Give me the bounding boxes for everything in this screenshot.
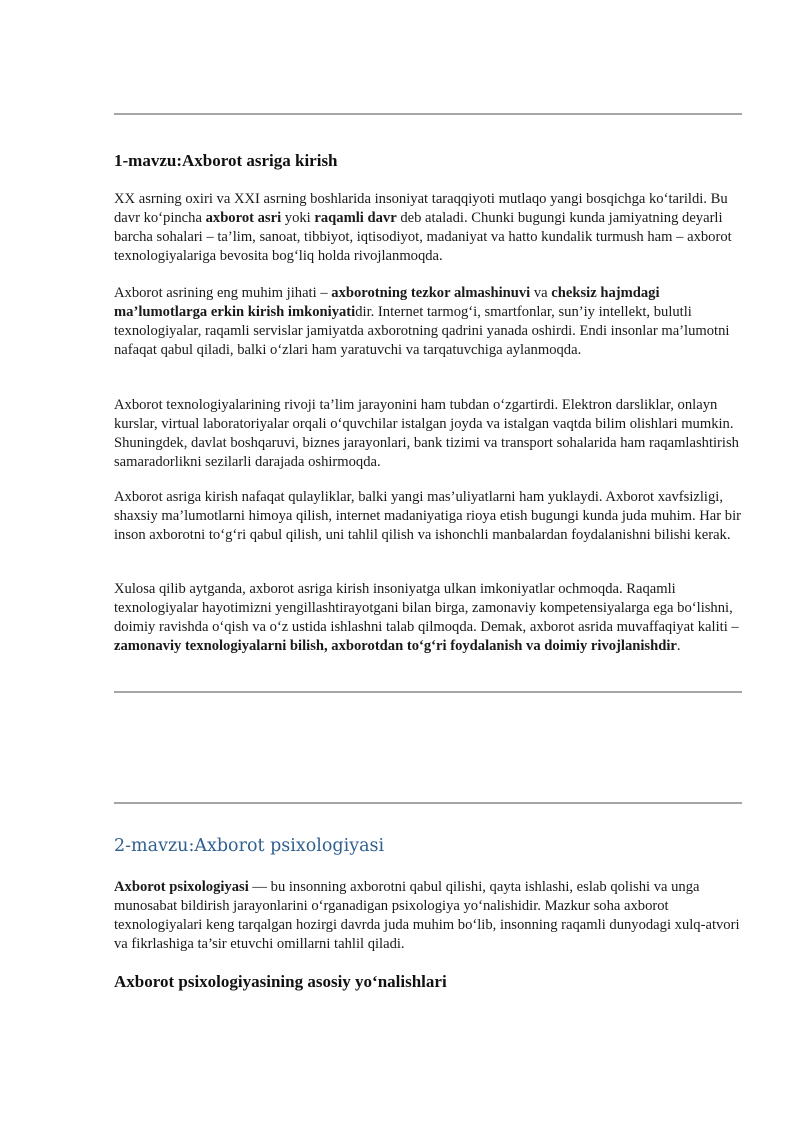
section1-paragraph-2: Axborot asrining eng muhim jihati – axborotning tezkor almashinuvi va cheksiz hajmdagi ma’lumotlarga erkin kirish imkoniyatidir. Internet tarmog‘i, smartfonlar, sun’iy intellekt, bulutli texnologiyalar, raqamli servislar jamiyatda axborotning qadrini yanada oshirdi. Endi insonlar ma’lumotni nafaqat qabul qiladi, balki o‘zlari ham yaratuvchi va tarqatuvchiga aylanmoqda.	[114, 285, 730, 358]
section1-paragraph-1: XX asrning oxiri va XXI asrning boshlarida insoniyat taraqqiyoti mutlaqo yangi bosqichga ko‘tarildi. Bu davr ko‘pincha axborot asri yoki raqamli davr deb ataladi. Chunki bugungi kunda jamiyatning deyarli barcha sohalari – ta’lim, sanoat, tibbiyot, iqtisodiyot, madaniyat va hatto kundalik turmush ham – axborot texnologiyalariga bevosita bog‘liq holda rivojlanmoqda.	[114, 191, 732, 264]
section1-bottom-rule	[114, 691, 742, 693]
section2-title: 2-mavzu:Axborot psixologiyasi	[114, 836, 385, 856]
section2-top-rule	[114, 802, 742, 804]
section2-subheading: Axborot psixologiyasining asosiy yo‘nalishlari	[114, 972, 447, 991]
section1-paragraph-4: Axborot asriga kirish nafaqat qulayliklar, balki yangi mas’uliyatlarni ham yuklaydi. Axborot xavfsizligi, shaxsiy ma’lumotlarni himoya qilish, internet madaniyatiga rioya etish bugungi kunda juda muhim. Har bir inson axborotni to‘g‘ri qabul qilish, uni tahlil qilish va ishonchli manbalardan foydalanishni bilishi kerak.	[114, 489, 742, 543]
section2-paragraph-1: Axborot psixologiyasi — bu insonning axborotni qabul qilishi, qayta ishlashi, eslab qolishi va unga munosabat bildirish jarayonlarini o‘rganadigan psixologiya yo‘nalishidir. Mazkur soha axborot texnologiyalari keng tarqalgan hozirgi davrda juda muhim bo‘lib, insonning raqamli dunyodagi xulq-atvori va fikrlashiga ta’sir etuvchi omillarni tahlil qiladi.	[114, 879, 740, 952]
section1-top-rule	[114, 113, 742, 115]
section1-paragraph-3: Axborot texnologiyalarining rivoji ta’lim jarayonini ham tubdan o‘zgartirdi. Elektron darsliklar, onlayn kurslar, virtual laboratoriyalar orqali o‘quvchilar istalgan joyda va istalgan vaqtda bilim olishlari mumkin. Shuningdek, davlat boshqaruvi, biznes jarayonlari, bank tizimi va transport sohalarida ham raqamlashtirish samaradorlikni sezilarli darajada oshirmoqda.	[114, 397, 739, 470]
section1-title: 1-mavzu:Axborot asriga kirish	[114, 151, 338, 170]
section1-paragraph-5: Xulosa qilib aytganda, axborot asriga kirish insoniyatga ulkan imkoniyatlar ochmoqda. Raqamli texnologiyalar hayotimizni yengillashtirayotgani bilan birga, zamonaviy kompetensiyalarga ega bo‘lishni, doimiy ravishda o‘qish va o‘z ustida ishlashni talab qilmoqda. Demak, axborot asrida muvaffaqiyat kaliti – zamonaviy texnologiyalarni bilish, axborotdan to‘g‘ri foydalanish va doimiy rivojlanishdir.	[114, 581, 739, 654]
